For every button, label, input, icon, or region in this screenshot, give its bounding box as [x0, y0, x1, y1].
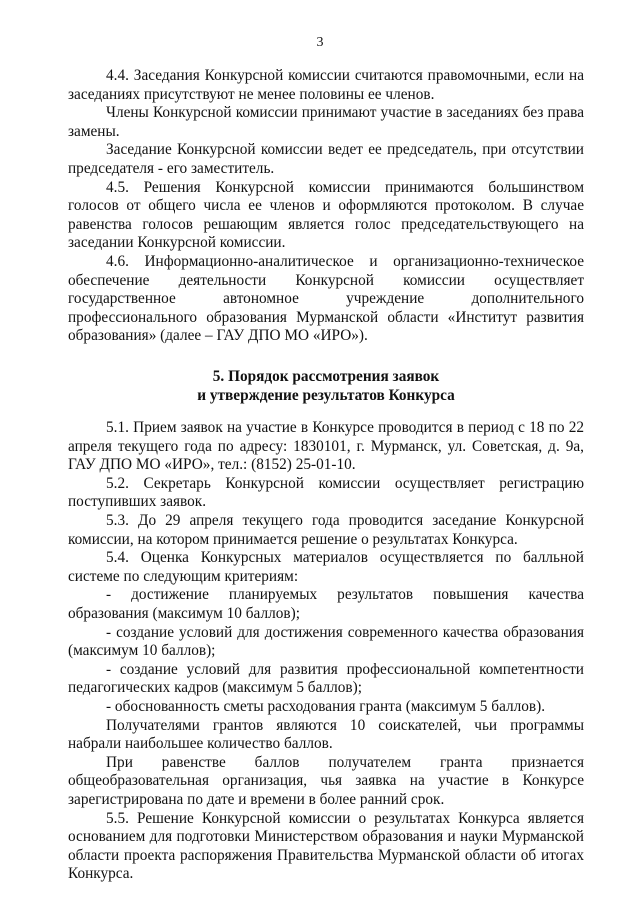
section-5-heading: [68, 368, 584, 405]
paragraph-4-4: 4.4. Заседания Конкурсной комиссии считаются правомочными, если на заседаниях присутствуют не менее половины ее членов.: [68, 67, 584, 103]
paragraph-5-2: 5.2. Секретарь Конкурсной комиссии осуществляет регистрацию поступивших заявок.: [68, 474, 584, 511]
section-heading-line-1: 5. Порядок рассмотрения заявок: [212, 367, 440, 385]
criterion-item: - обоснованность сметы расходования гранта (максимум 5 баллов).: [106, 698, 546, 715]
criterion-item: - достижение планируемых результатов повышения качества образования (максимум 10 баллов);: [68, 586, 584, 623]
paragraph-5-3: 5.3. До 29 апреля текущего года проводится заседание Конкурсной комиссии, на котором принимается решение о результатах Конкурса.: [68, 512, 584, 548]
criterion-item: - создание условий для развития профессиональной компетентности педагогических кадров (максимум 5 баллов);: [68, 660, 584, 697]
section-heading-line-2: и утверждение результатов Конкурса: [197, 386, 455, 404]
paragraph-tie-rule: При равенстве баллов получателем гранта признается общеобразовательная организация, чья заявка на участие в Конкурсе зарегистрирована по дате и времени в более ранний срок.: [68, 753, 584, 808]
paragraph-4-6: 4.6. Информационно-аналитическое и организационно-техническое обеспечение деятельности Конкурсной комиссии осуществляет государственное автономное учреждение дополнительного профессионального образования Мурманской области «Институт развития образования» (далее – ГАУ ДПО МО «ИРО»).: [68, 252, 584, 345]
criterion-item: - создание условий для достижения современного качества образования (максимум 10 баллов);: [68, 623, 584, 660]
paragraph-chair: Заседание Конкурсной комиссии ведет ее председатель, при отсутствии председателя - его заместитель.: [68, 141, 584, 177]
paragraph-4-5: 4.5. Решения Конкурсной комиссии принимаются большинством голосов от общего числа ее членов и оформляются протоколом. В случае равенства голосов решающим является голос председательствующего на заседании Конкурсной комиссии.: [68, 178, 584, 252]
paragraph-members: Члены Конкурсной комиссии принимают участие в заседаниях без права замены.: [68, 104, 584, 140]
paragraph-recipients: Получателями грантов являются 10 соискателей, чьи программы набрали наибольшее количество баллов.: [68, 716, 584, 753]
page-number: 3: [316, 35, 324, 50]
paragraph-5-4: 5.4. Оценка Конкурсных материалов осуществляется по балльной системе по следующим критериям:: [68, 549, 584, 585]
paragraph-5-1: 5.1. Прием заявок на участие в Конкурсе проводится в период с 18 по 22 апреля текущего года по адресу: 1830101, г. Мурманск, ул. Советская, д. 9а, ГАУ ДПО МО «ИРО», тел.: (8152) 25-01-10.: [68, 419, 584, 474]
document-body: [68, 67, 584, 884]
paragraph-5-5: 5.5. Решение Конкурсной комиссии о результатах Конкурса является основанием для подготовки Министерством образования и науки Мурманской области проекта распоряжения Правительства Мурманской области об итогах Конкурса.: [68, 809, 584, 883]
